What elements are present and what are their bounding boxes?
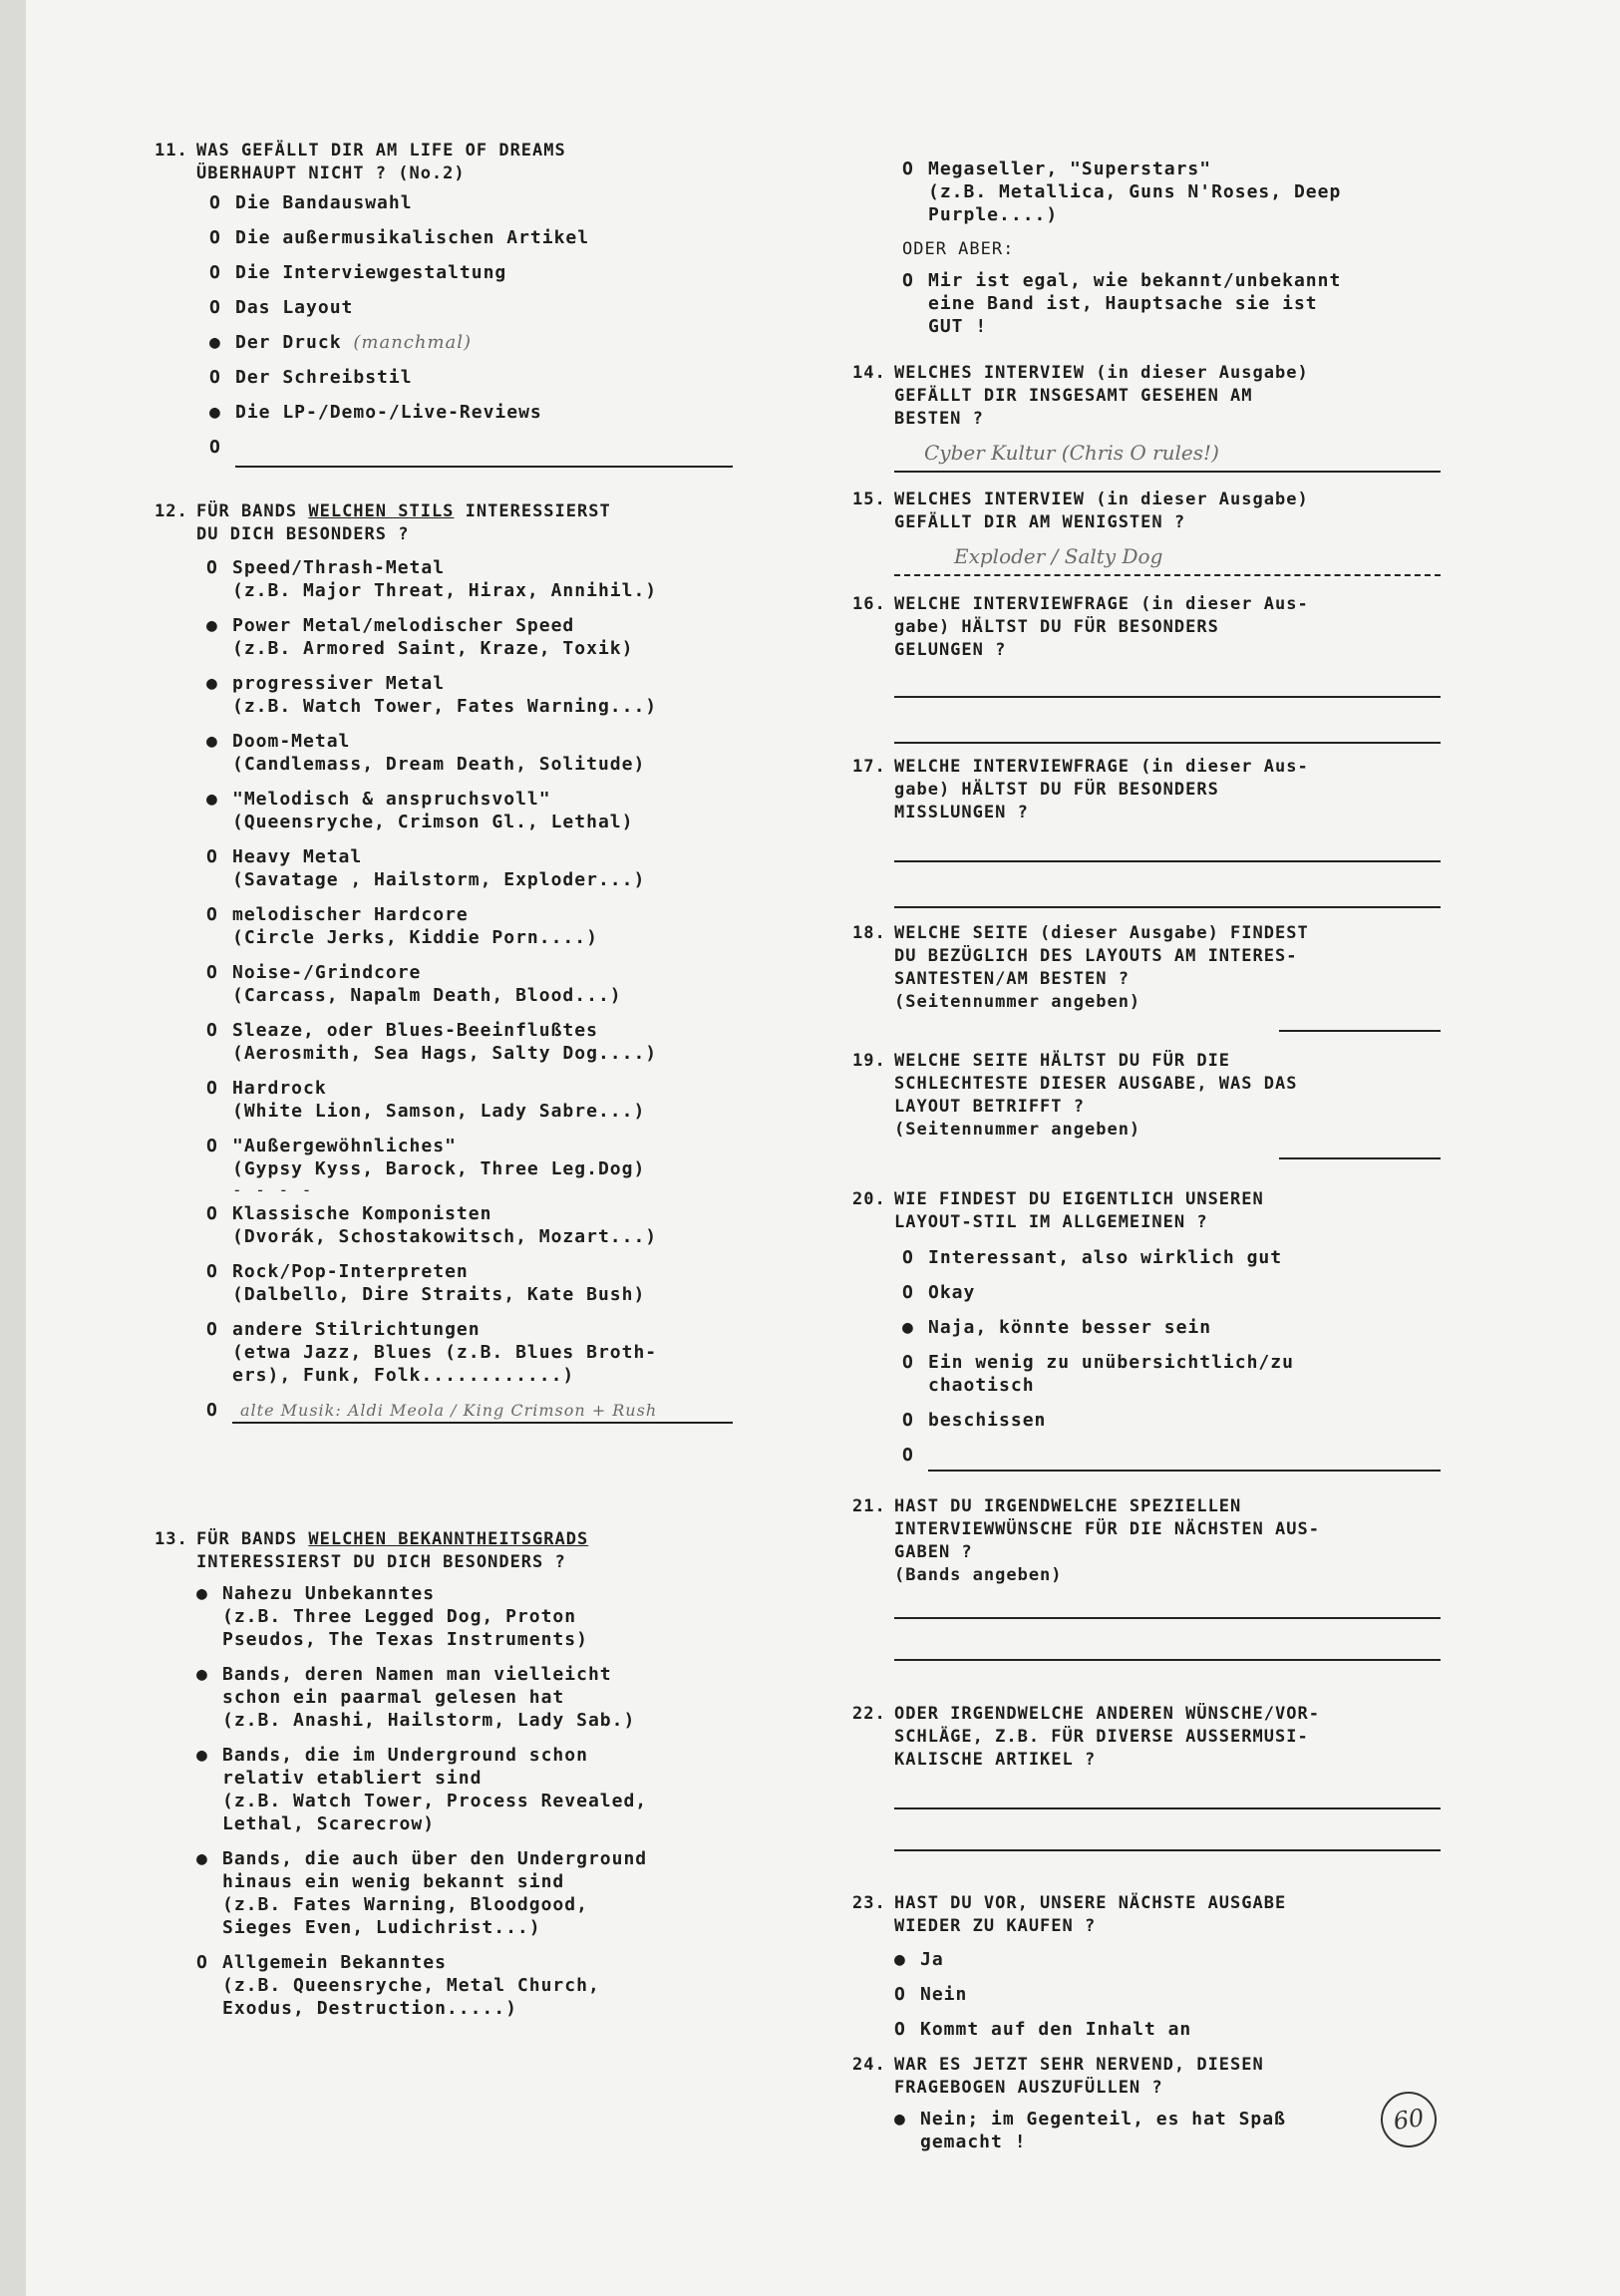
other-answer-line[interactable] xyxy=(235,448,733,468)
option-heavy-metal[interactable] xyxy=(206,845,733,891)
option-label: Bands, deren Namen man vielleicht schon ein paarmal gelesen hat (z.B. Anashi, Hailstorm, Lady Sab.) xyxy=(222,1664,636,1731)
option-label: Ein wenig zu unübersichtlich/zu chaotisch xyxy=(928,1352,1294,1396)
answer-line[interactable] xyxy=(894,904,1441,908)
option-label: Noise-/Grindcore (Carcass, Napalm Death, Blood...) xyxy=(232,962,622,1006)
option-marker-checked: ● xyxy=(196,1745,208,1766)
option-marker: O xyxy=(206,1203,218,1224)
question-14 xyxy=(852,362,1441,473)
option-unuebersichtlich[interactable] xyxy=(902,1351,1441,1397)
question-text: HAST DU VOR, UNSERE NÄCHSTE AUSGABE WIEDER ZU KAUFEN ? xyxy=(894,1893,1287,1936)
option-marker: O xyxy=(902,1282,914,1303)
divider: - - - - xyxy=(232,1180,314,1199)
option-megaseller[interactable] xyxy=(902,158,1441,226)
question-text xyxy=(196,1528,733,1574)
option-label: Okay xyxy=(928,1282,976,1303)
question-number: 11. xyxy=(155,141,188,161)
answer-line[interactable] xyxy=(894,740,1441,744)
option-label: Das Layout xyxy=(235,297,354,318)
option-marker: O xyxy=(206,1020,218,1041)
option-other[interactable] xyxy=(902,1444,1441,1472)
option-marker-checked: ● xyxy=(196,1664,208,1685)
option-reviews[interactable] xyxy=(209,401,733,424)
answer-line[interactable] xyxy=(894,1657,1441,1661)
option-layout[interactable] xyxy=(209,296,733,319)
option-label: Die LP-/Demo-/Live-Reviews xyxy=(235,402,542,423)
question-12 xyxy=(155,500,733,1436)
option-sleaze[interactable] xyxy=(206,1019,733,1065)
option-label: "Melodisch & anspruchsvoll" (Queensryche, Crimson Gl., Lethal) xyxy=(232,789,634,832)
question-number: 18. xyxy=(852,923,886,943)
option-label: Allgemein Bekanntes (z.B. Queensryche, Metal Church, Exodus, Destruction.....) xyxy=(222,1952,600,2019)
question-number: 21. xyxy=(852,1496,886,1516)
question-text: WIE FINDEST DU EIGENTLICH UNSEREN LAYOUT-STIL IM ALLGEMEINEN ? xyxy=(894,1189,1264,1232)
question-text: WELCHES INTERVIEW (in dieser Ausgabe) GEFÄLLT DIR AM WENIGSTEN ? xyxy=(894,490,1309,532)
question-number: 12. xyxy=(155,501,188,521)
option-melodisch[interactable] xyxy=(206,788,733,833)
option-marker: O xyxy=(209,297,221,318)
option-interessant[interactable] xyxy=(902,1246,1441,1269)
question-number: 14. xyxy=(852,363,886,383)
option-label: Rock/Pop-Interpreten (Dalbello, Dire Straits, Kate Bush) xyxy=(232,1261,646,1305)
question-text-part: INTERESSIERST DU DICH BESONDERS ? xyxy=(196,1552,566,1572)
question-22 xyxy=(852,1703,1441,1851)
option-marker: O xyxy=(902,159,914,179)
option-marker: O xyxy=(902,1445,914,1466)
option-other[interactable] xyxy=(206,1399,733,1424)
option-unbekanntes[interactable] xyxy=(196,1582,733,1651)
option-label: Mir ist egal, wie bekannt/unbekannt eine Band ist, Hauptsache sie ist GUT ! xyxy=(928,270,1342,337)
question-number: 13. xyxy=(155,1529,188,1549)
option-marker-checked: ● xyxy=(209,332,221,353)
option-marker: O xyxy=(902,1247,914,1268)
question-text-underlined: WELCHEN BEKANNTHEITSGRADS xyxy=(308,1529,589,1549)
option-marker: O xyxy=(206,1400,218,1421)
option-marker: O xyxy=(902,1352,914,1373)
option-spass[interactable] xyxy=(894,2108,1441,2153)
option-egal[interactable] xyxy=(902,269,1441,338)
answer-line[interactable]: Exploder / Salty Dog xyxy=(894,544,1441,576)
option-label: Die Bandauswahl xyxy=(235,192,413,213)
option-okay[interactable] xyxy=(902,1281,1441,1304)
question-text xyxy=(196,500,733,546)
option-label: progressiver Metal (z.B. Watch Tower, Fates Warning...) xyxy=(232,673,658,717)
option-allgemein-bekannt[interactable] xyxy=(196,1951,733,2020)
option-marker: O xyxy=(206,1319,218,1340)
answer-line[interactable] xyxy=(1279,1028,1441,1032)
option-hardcore[interactable] xyxy=(206,903,733,949)
question-number: 23. xyxy=(852,1893,886,1913)
option-label: Megaseller, "Superstars" (z.B. Metallica, Guns N'Roses, Deep Purple....) xyxy=(928,159,1342,225)
option-marker-checked: ● xyxy=(196,1583,208,1604)
question-text-part: INTERESSIERST DU DICH BESONDERS ? xyxy=(196,501,611,544)
question-text: WELCHE INTERVIEWFRAGE (in dieser Aus- gabe) HÄLTST DU FÜR BESONDERS GELUNGEN ? xyxy=(894,594,1309,660)
option-marker-checked: ● xyxy=(894,2109,906,2130)
option-underground-etabliert[interactable] xyxy=(196,1744,733,1835)
option-marker: O xyxy=(902,270,914,291)
option-marker-checked: ● xyxy=(206,789,218,810)
question-19 xyxy=(852,1050,1441,1159)
question-text: WAS GEFÄLLT DIR AM LIFE OF DREAMS ÜBERHAUPT NICHT ? (No.2) xyxy=(196,141,566,183)
question-number: 20. xyxy=(852,1189,886,1209)
option-klassik[interactable] xyxy=(206,1202,733,1248)
option-marker: O xyxy=(209,262,221,283)
answer-line[interactable] xyxy=(894,1805,1441,1809)
option-marker: O xyxy=(209,367,221,388)
option-label: Speed/Thrash-Metal (z.B. Major Threat, Hirax, Annihil.) xyxy=(232,557,658,601)
option-bandauswahl[interactable] xyxy=(209,191,733,214)
option-marker-checked: ● xyxy=(206,731,218,752)
option-label: melodischer Hardcore (Circle Jerks, Kiddie Porn....) xyxy=(232,904,598,948)
option-marker: O xyxy=(206,1136,218,1156)
option-naja[interactable] xyxy=(902,1316,1441,1339)
option-marker: O xyxy=(209,227,221,248)
page-binding-edge xyxy=(0,0,26,2296)
option-label: Nahezu Unbekanntes (z.B. Three Legged Dog, Proton Pseudos, The Texas Instruments) xyxy=(222,1583,588,1650)
option-label: Nein xyxy=(920,1984,968,2005)
question-text: WELCHE SEITE (dieser Ausgabe) FINDEST DU BEZÜGLICH DES LAYOUTS AM INTERES- SANTESTEN/AM BESTEN ? (Seitennummer angeben) xyxy=(894,923,1309,1012)
option-schreibstil[interactable] xyxy=(209,366,733,389)
question-17 xyxy=(852,756,1441,908)
question-20 xyxy=(852,1188,1441,1483)
option-other[interactable] xyxy=(209,436,733,468)
option-label: Bands, die im Underground schon relativ etabliert sind (z.B. Watch Tower, Process Revealed, Lethal, Scarecrow) xyxy=(222,1745,648,1834)
question-text-underlined: WELCHEN STILS xyxy=(308,501,455,521)
question-text: WELCHE INTERVIEWFRAGE (in dieser Aus- gabe) HÄLTST DU FÜR BESONDERS MISSLUNGEN ? xyxy=(894,757,1309,822)
option-hardrock[interactable] xyxy=(206,1077,733,1123)
option-marker: O xyxy=(206,962,218,983)
option-power-metal[interactable] xyxy=(206,614,733,660)
option-doom[interactable] xyxy=(206,730,733,776)
answer-line[interactable] xyxy=(894,694,1441,698)
answer-line[interactable] xyxy=(1279,1155,1441,1159)
option-label: beschissen xyxy=(928,1410,1047,1431)
question-text: HAST DU IRGENDWELCHE SPEZIELLEN INTERVIEWWÜNSCHE FÜR DIE NÄCHSTEN AUS- GABEN ? (Bands angeben) xyxy=(894,1496,1320,1585)
option-nein[interactable] xyxy=(894,1983,1441,2006)
question-21 xyxy=(852,1495,1441,1661)
question-text-part: FÜR BANDS xyxy=(196,501,309,521)
oder-aber-label: ODER ABER: xyxy=(902,239,1015,259)
question-number: 22. xyxy=(852,1704,886,1724)
option-label: Interessant, also wirklich gut xyxy=(928,1247,1283,1268)
option-marker: O xyxy=(209,192,221,213)
option-label: Der Druck xyxy=(235,332,342,353)
question-text: WELCHE SEITE HÄLTST DU FÜR DIE SCHLECHTESTE DIESER AUSGABE, WAS DAS LAYOUT BETRIFFT ? (Seitennummer angeben) xyxy=(894,1051,1298,1140)
option-label: Doom-Metal (Candlemass, Dream Death, Solitude) xyxy=(232,731,646,775)
question-number: 15. xyxy=(852,490,886,509)
question-text-part: FÜR BANDS xyxy=(196,1529,309,1549)
other-answer-line[interactable] xyxy=(928,1452,1441,1472)
handwritten-note: alte Musik: Aldi Meola / King Crimson + Rush xyxy=(240,1401,658,1420)
option-label: Der Schreibstil xyxy=(235,367,413,388)
question-number: 24. xyxy=(852,2055,886,2075)
option-label: Sleaze, oder Blues-Beeinflußtes (Aerosmith, Sea Hags, Salty Dog....) xyxy=(232,1020,658,1064)
option-label: Die Interviewgestaltung xyxy=(235,262,507,283)
option-inhalt[interactable] xyxy=(894,2018,1441,2041)
question-number: 19. xyxy=(852,1051,886,1071)
option-label: andere Stilrichtungen (etwa Jazz, Blues (z.B. Blues Broth- ers), Funk, Folk............) xyxy=(232,1319,658,1386)
option-marker-checked: ● xyxy=(902,1317,914,1338)
option-marker: O xyxy=(206,846,218,867)
answer-line[interactable] xyxy=(894,1615,1441,1619)
question-number: 16. xyxy=(852,594,886,614)
question-16 xyxy=(852,593,1441,744)
option-label: Heavy Metal (Savatage , Hailstorm, Exploder...) xyxy=(232,846,646,890)
question-23 xyxy=(852,1892,1441,2053)
option-marker: O xyxy=(209,437,221,458)
option-progressiv[interactable] xyxy=(206,672,733,718)
option-rock-pop[interactable] xyxy=(206,1260,733,1306)
question-15 xyxy=(852,489,1441,576)
option-marker: O xyxy=(894,2019,906,2040)
option-artikel[interactable] xyxy=(209,226,733,249)
page-number-stamp: 60 xyxy=(1377,2088,1440,2150)
question-text: WELCHES INTERVIEW (in dieser Ausgabe) GEFÄLLT DIR INSGESAMT GESEHEN AM BESTEN ? xyxy=(894,363,1309,429)
option-marker: O xyxy=(206,1078,218,1099)
option-marker-checked: ● xyxy=(206,673,218,694)
question-text: ODER IRGENDWELCHE ANDEREN WÜNSCHE/VOR- SCHLÄGE, Z.B. FÜR DIVERSE AUSSERMUSI- KALISCHE ARTIKEL ? xyxy=(894,1704,1320,1770)
option-marker-checked: ● xyxy=(206,615,218,636)
option-marker: O xyxy=(206,557,218,578)
option-marker: O xyxy=(196,1952,208,1973)
question-24 xyxy=(852,2054,1441,2165)
option-marker: O xyxy=(894,1984,906,2005)
option-marker: O xyxy=(206,1261,218,1282)
option-speed-thrash[interactable] xyxy=(206,556,733,602)
question-13 xyxy=(155,1528,733,2032)
option-marker-checked: ● xyxy=(196,1848,208,1869)
answer-line[interactable] xyxy=(894,858,1441,862)
answer-line[interactable] xyxy=(894,1847,1441,1851)
question-number: 17. xyxy=(852,757,886,777)
option-label: Nein; im Gegenteil, es hat Spaß gemacht ! xyxy=(920,2109,1286,2152)
option-interviewgestaltung[interactable] xyxy=(209,261,733,284)
option-label: Kommt auf den Inhalt an xyxy=(920,2019,1192,2040)
option-marker: O xyxy=(902,1410,914,1431)
question-18 xyxy=(852,922,1441,1032)
option-label: Naja, könnte besser sein xyxy=(928,1317,1212,1338)
option-label: Ja xyxy=(920,1949,944,1970)
option-ueber-underground[interactable] xyxy=(196,1847,733,1939)
option-marker-checked: ● xyxy=(209,402,221,423)
option-label: "Außergewöhnliches" (Gypsy Kyss, Barock, Three Leg.Dog) xyxy=(232,1136,646,1179)
question-text: WAR ES JETZT SEHR NERVEND, DIESEN FRAGEBOGEN AUSZUFÜLLEN ? xyxy=(894,2055,1264,2098)
answer-line[interactable]: Cyber Kultur (Chris O rules!) xyxy=(894,441,1441,473)
option-ja[interactable] xyxy=(894,1948,1441,1971)
option-beschissen[interactable] xyxy=(902,1409,1441,1432)
handwritten-note: (manchmal) xyxy=(353,332,473,353)
option-grindcore[interactable] xyxy=(206,961,733,1007)
option-label: Die außermusikalischen Artikel xyxy=(235,227,590,248)
option-label: Klassische Komponisten (Dvorák, Schostakowitsch, Mozart...) xyxy=(232,1203,658,1247)
option-aussergewoehnlich[interactable] xyxy=(206,1135,733,1180)
option-andere[interactable] xyxy=(206,1318,733,1387)
option-label: Bands, die auch über den Underground hinaus ein wenig bekannt sind (z.B. Fates Warning, Bloodgood, Sieges Even, Ludichrist...) xyxy=(222,1848,648,1938)
option-label: Power Metal/melodischer Speed (z.B. Armored Saint, Kraze, Toxik) xyxy=(232,615,634,659)
option-paarmal-gelesen[interactable] xyxy=(196,1663,733,1732)
option-label: Hardrock (White Lion, Samson, Lady Sabre...) xyxy=(232,1078,646,1122)
option-druck[interactable] xyxy=(209,331,733,354)
option-marker: O xyxy=(206,904,218,925)
option-marker-checked: ● xyxy=(894,1949,906,1970)
question-13-continued xyxy=(852,158,1441,350)
question-11 xyxy=(155,140,733,480)
